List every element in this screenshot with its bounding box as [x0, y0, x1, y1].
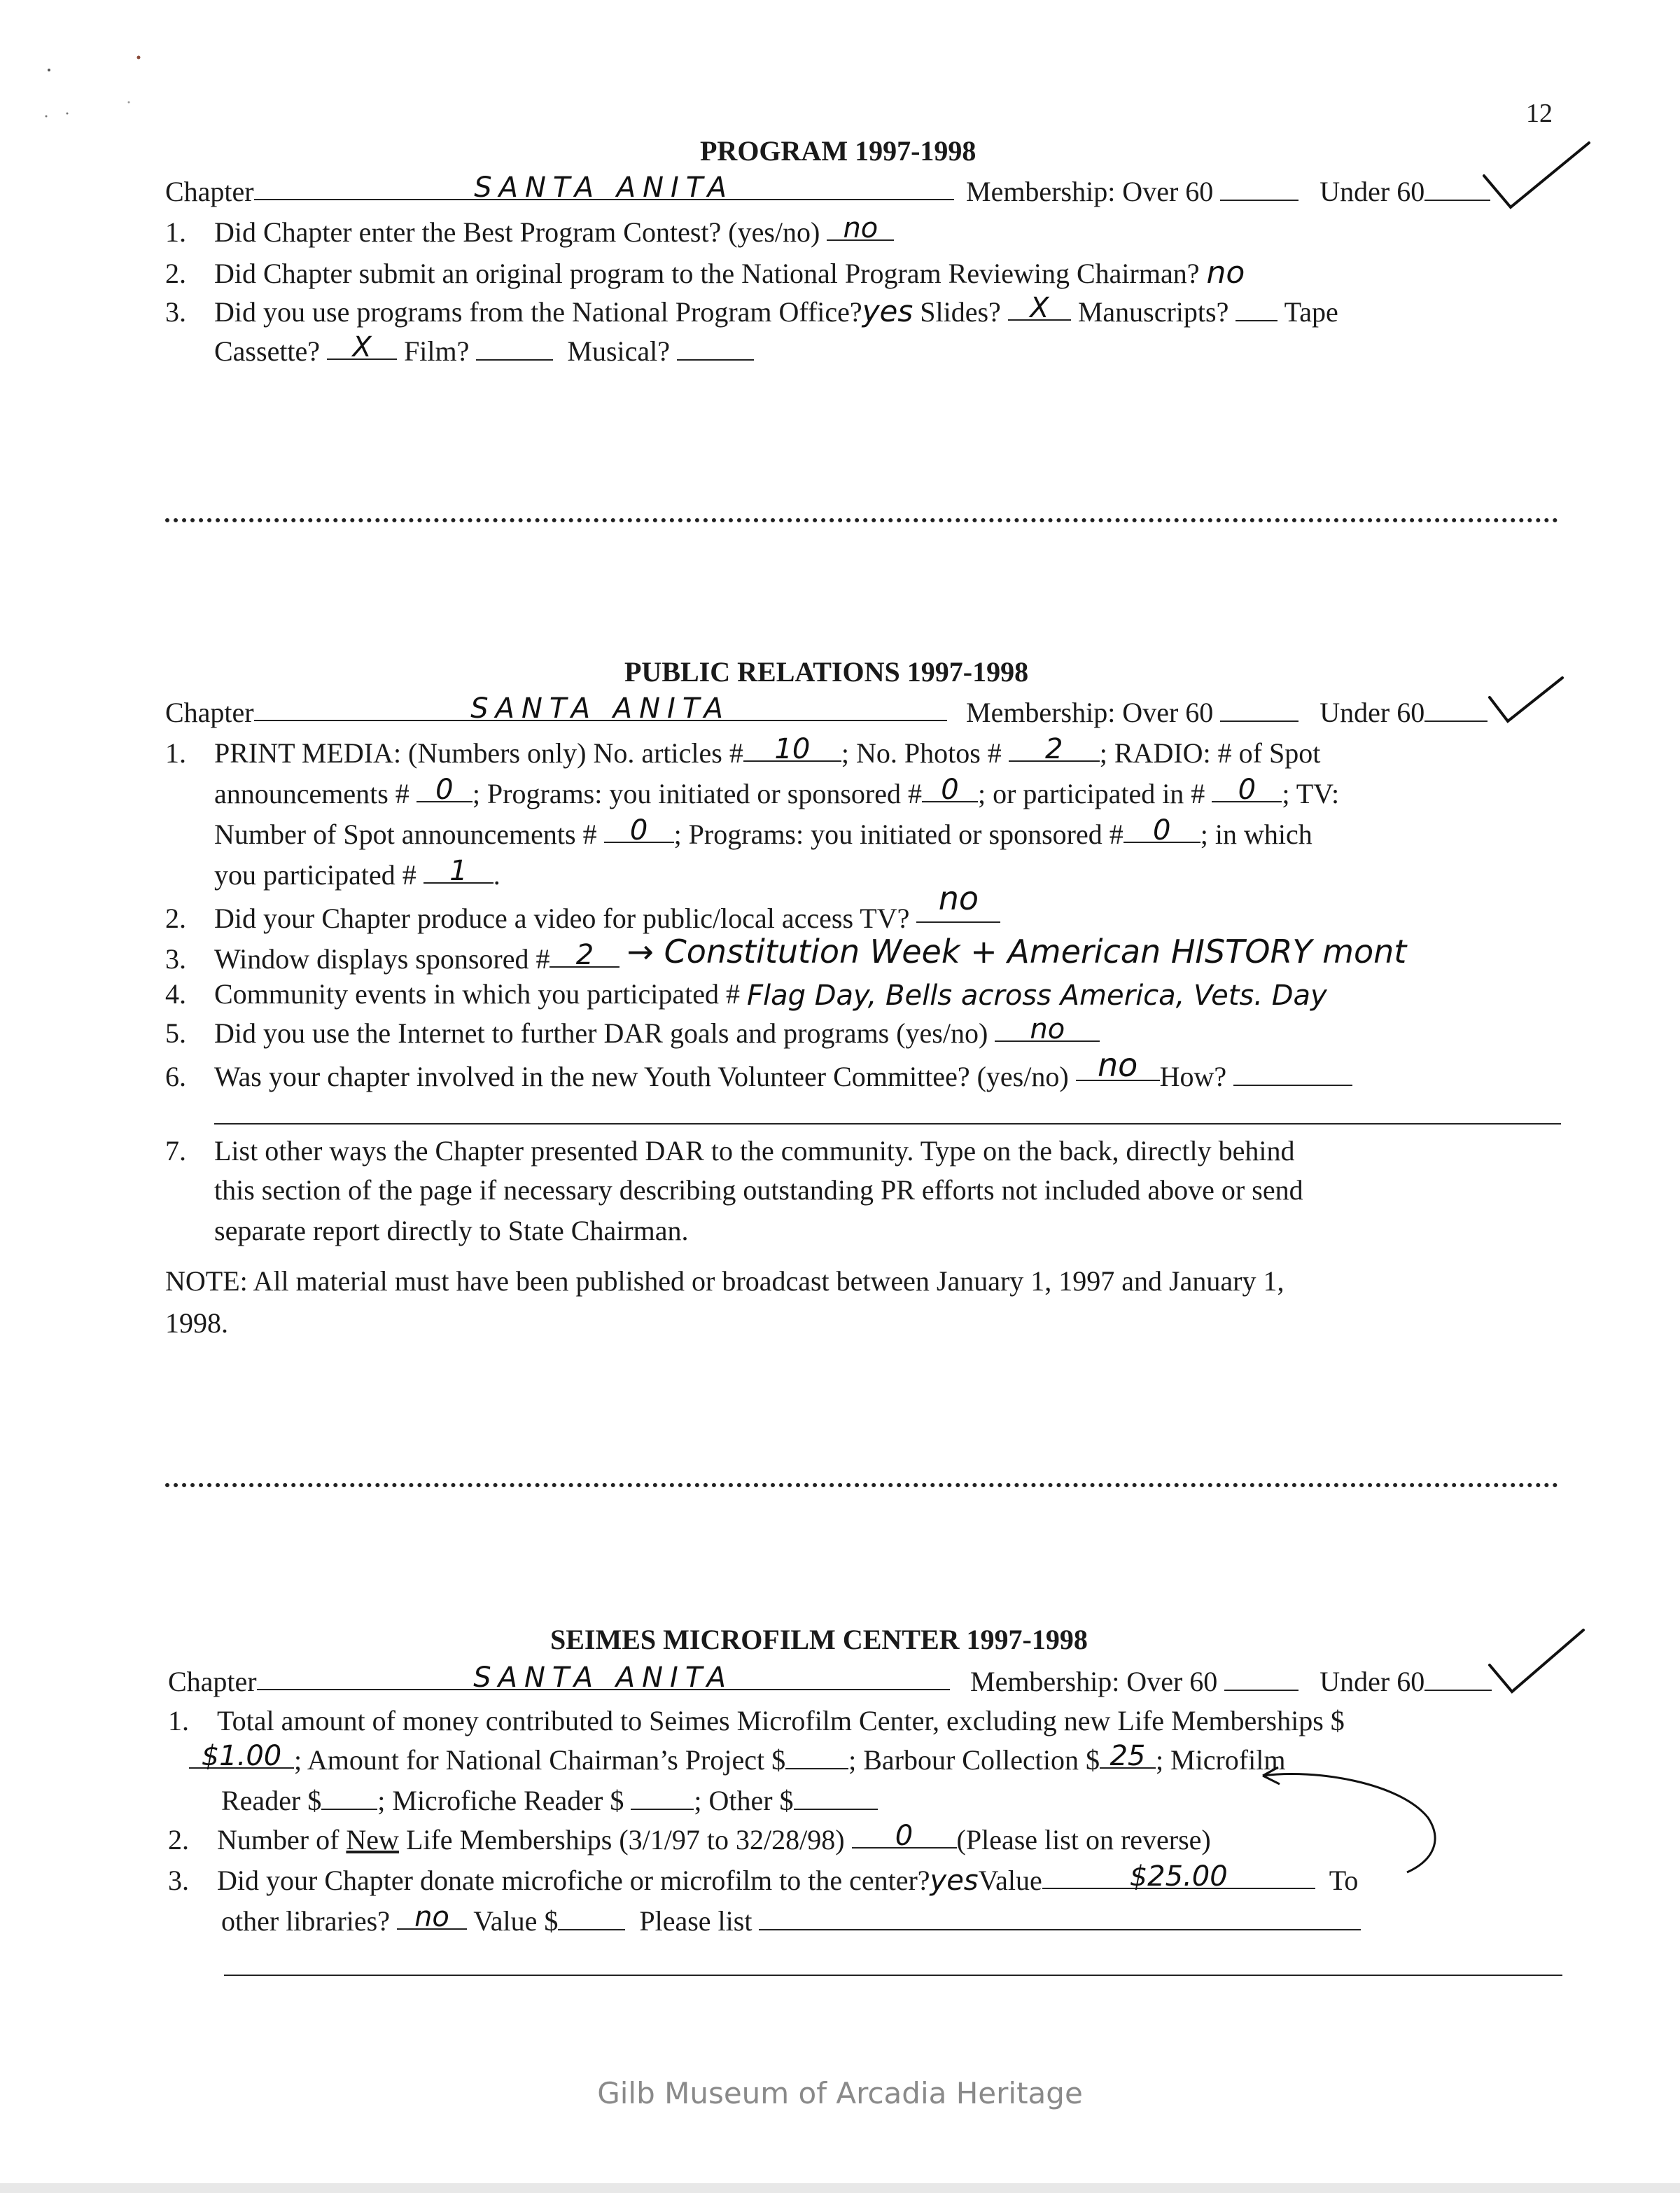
pr-q1-line2: announcements # 0 ; Programs: you initiated or sponsored # 0 ; or participated in # 0 ; TV:	[214, 774, 1340, 809]
page-number: 12	[1526, 99, 1553, 128]
pr-membership-row: Membership: Over 60 Under 60	[966, 696, 1488, 729]
new-life-memberships-field[interactable]: 0	[852, 1823, 957, 1849]
pr-note-line2: 1998.	[165, 1307, 228, 1339]
pr-q6-field[interactable]: no	[1076, 1056, 1160, 1081]
chapter-field[interactable]	[257, 1662, 950, 1694]
other-amount-field[interactable]	[794, 1785, 878, 1810]
pr-q7-line3: separate report directly to State Chairman.	[214, 1215, 689, 1246]
program-q3: 3. Did you use programs from the National Program Office?yes Slides? X Manuscripts? Tape	[165, 292, 1338, 328]
radio-spots-field[interactable]: 0	[416, 777, 472, 802]
program-q1-field[interactable]: no	[827, 216, 894, 241]
tv-sponsored-field[interactable]: 0	[1124, 818, 1200, 843]
program-title: PROGRAM 1997-1998	[700, 135, 976, 167]
pr-note-line1: NOTE: All material must have been published or broadcast between January 1, 1997 and January 1,	[165, 1265, 1284, 1297]
scan-specks	[42, 49, 154, 133]
manuscripts-field[interactable]	[1236, 296, 1278, 321]
pr-q5-field[interactable]: no	[995, 1017, 1100, 1042]
pr-title: PUBLIC RELATIONS 1997-1998	[624, 656, 1029, 688]
radio-sponsored-field[interactable]: 0	[922, 777, 978, 802]
pr-q7: 7. List other ways the Chapter presented DAR to the community. Type on the back, directly behind	[165, 1135, 1295, 1167]
membership-over-field[interactable]	[1224, 1666, 1298, 1691]
pr-q2-field[interactable]: no	[916, 898, 1000, 923]
film-field[interactable]	[476, 335, 553, 361]
seimes-title: SEIMES MICROFILM CENTER 1997-1998	[550, 1624, 1088, 1655]
seimes-q3-answer: yes	[930, 1865, 979, 1897]
cassette-field[interactable]: X	[327, 335, 397, 360]
section-divider	[165, 1483, 1558, 1487]
slides-field[interactable]: X	[1008, 295, 1071, 321]
pr-q4: 4. Community events in which you participated # Flag Day, Bells across America, Vets. Day	[165, 978, 1327, 1012]
chapter-value: SANTA ANITA	[470, 692, 730, 725]
footer-watermark: Gilb Museum of Arcadia Heritage	[597, 2076, 1083, 2110]
seimes-chapter-row: Chapter SANTA ANITA	[168, 1665, 950, 1698]
pr-q6-how-field[interactable]	[1233, 1061, 1352, 1086]
pr-q3: 3. Window displays sponsored # 2 → Constitution Week + American HISTORY mont	[165, 933, 1407, 975]
national-project-field[interactable]	[785, 1744, 848, 1769]
photos-field[interactable]: 2	[1009, 737, 1100, 762]
pr-q2: 2. Did your Chapter produce a video for public/local access TV? no	[165, 898, 1000, 935]
arrow-annotation-icon	[1260, 1755, 1449, 1881]
scan-edge	[0, 2183, 1680, 2193]
seimes-list-line	[224, 1975, 1562, 1976]
program-q2-answer: no	[1206, 255, 1245, 291]
pr-chapter-row: Chapter SANTA ANITA	[165, 696, 947, 729]
program-membership-row	[966, 175, 1490, 208]
barbour-field[interactable]: 25	[1100, 1743, 1156, 1769]
pr-q5: 5. Did you use the Internet to further DAR goals and programs (yes/no) no	[165, 1017, 1100, 1050]
membership-under-field[interactable]	[1424, 1666, 1492, 1691]
please-list-field[interactable]	[759, 1905, 1361, 1930]
chapter-label: Chapter	[165, 176, 254, 207]
program-q2: 2. Did Chapter submit an original program to the National Program Reviewing Chairman? no	[165, 255, 1245, 291]
seimes-q3: 3. Did your Chapter donate microfiche or microfilm to the center?yesValue $25.00 To	[168, 1860, 1359, 1897]
microfilm-reader-field[interactable]	[321, 1785, 377, 1810]
tv-spots-field[interactable]: 0	[604, 818, 674, 843]
pr-q6: 6. Was your chapter involved in the new Youth Volunteer Committee? (yes/no) no How?	[165, 1056, 1352, 1093]
membership-under-label: Under 60	[1320, 176, 1425, 207]
check-mark-icon	[1484, 1624, 1589, 1701]
seimes-membership-row: Membership: Over 60 Under 60	[970, 1665, 1492, 1698]
pr-q1-line4: you participated # 1 .	[214, 855, 500, 891]
check-mark-icon	[1484, 672, 1568, 728]
membership-under-field[interactable]	[1424, 697, 1488, 722]
pr-q1: 1. PRINT MEDIA: (Numbers only) No. articles # 10 ; No. Photos # 2 ; RADIO: # of Spot	[165, 733, 1321, 769]
other-libraries-field[interactable]: no	[397, 1905, 467, 1930]
seimes-q1: 1. Total amount of money contributed to Seimes Microfilm Center, excluding new Life Memberships $	[168, 1705, 1345, 1736]
radio-participated-field[interactable]: 0	[1212, 777, 1282, 802]
section-divider	[165, 518, 1558, 522]
program-q3-answer: yes	[862, 294, 913, 328]
check-mark-icon	[1477, 137, 1596, 214]
program-q1: 1. Did Chapter enter the Best Program Contest? (yes/no) no	[165, 216, 894, 249]
articles-field[interactable]: 10	[743, 737, 841, 762]
membership-over-label: Membership: Over 60	[966, 176, 1214, 207]
pr-q1-line3: Number of Spot announcements # 0 ; Programs: you initiated or sponsored # 0 ; in which	[214, 814, 1312, 850]
chapter-value: SANTA ANITA	[474, 172, 734, 204]
chapter-value: SANTA ANITA	[473, 1662, 733, 1694]
musical-field[interactable]	[677, 335, 754, 361]
pr-q6-answer-line	[214, 1123, 1561, 1125]
seimes-q1-line3: Reader $ ; Microfiche Reader $ ; Other $	[221, 1784, 878, 1817]
tv-participated-field[interactable]: 1	[424, 858, 493, 884]
program-chapter-row	[165, 172, 954, 208]
microfiche-reader-field[interactable]	[631, 1785, 694, 1810]
seimes-q1-line2: $1.00 ; Amount for National Chairman’s Project $ ; Barbour Collection $ 25 ; Microfilm	[189, 1743, 1285, 1776]
seimes-q2: 2. Number of New Life Memberships (3/1/97 to 32/28/98) 0 (Please list on reverse)	[168, 1820, 1211, 1856]
pr-q3-note: → Constitution Week + American HISTORY mont	[626, 933, 1407, 970]
window-displays-field[interactable]: 2	[550, 942, 620, 968]
chapter-field[interactable]	[254, 692, 947, 725]
membership-over-field[interactable]	[1220, 697, 1298, 722]
program-q3-cont: Cassette? X Film? Musical?	[214, 335, 754, 368]
donation-value-field[interactable]: $25.00	[1042, 1864, 1315, 1889]
pr-q7-line2: this section of the page if necessary describing outstanding PR efforts not included above or send	[214, 1174, 1303, 1206]
membership-over-field[interactable]	[1220, 176, 1298, 201]
pr-q4-note: Flag Day, Bells across America, Vets. Day	[746, 980, 1327, 1012]
seimes-q3-line2: other libraries? no Value $ Please list	[221, 1905, 1361, 1937]
other-value-field[interactable]	[558, 1905, 625, 1930]
chapter-field[interactable]	[254, 172, 954, 204]
total-amount-field[interactable]: $1.00	[189, 1743, 294, 1769]
